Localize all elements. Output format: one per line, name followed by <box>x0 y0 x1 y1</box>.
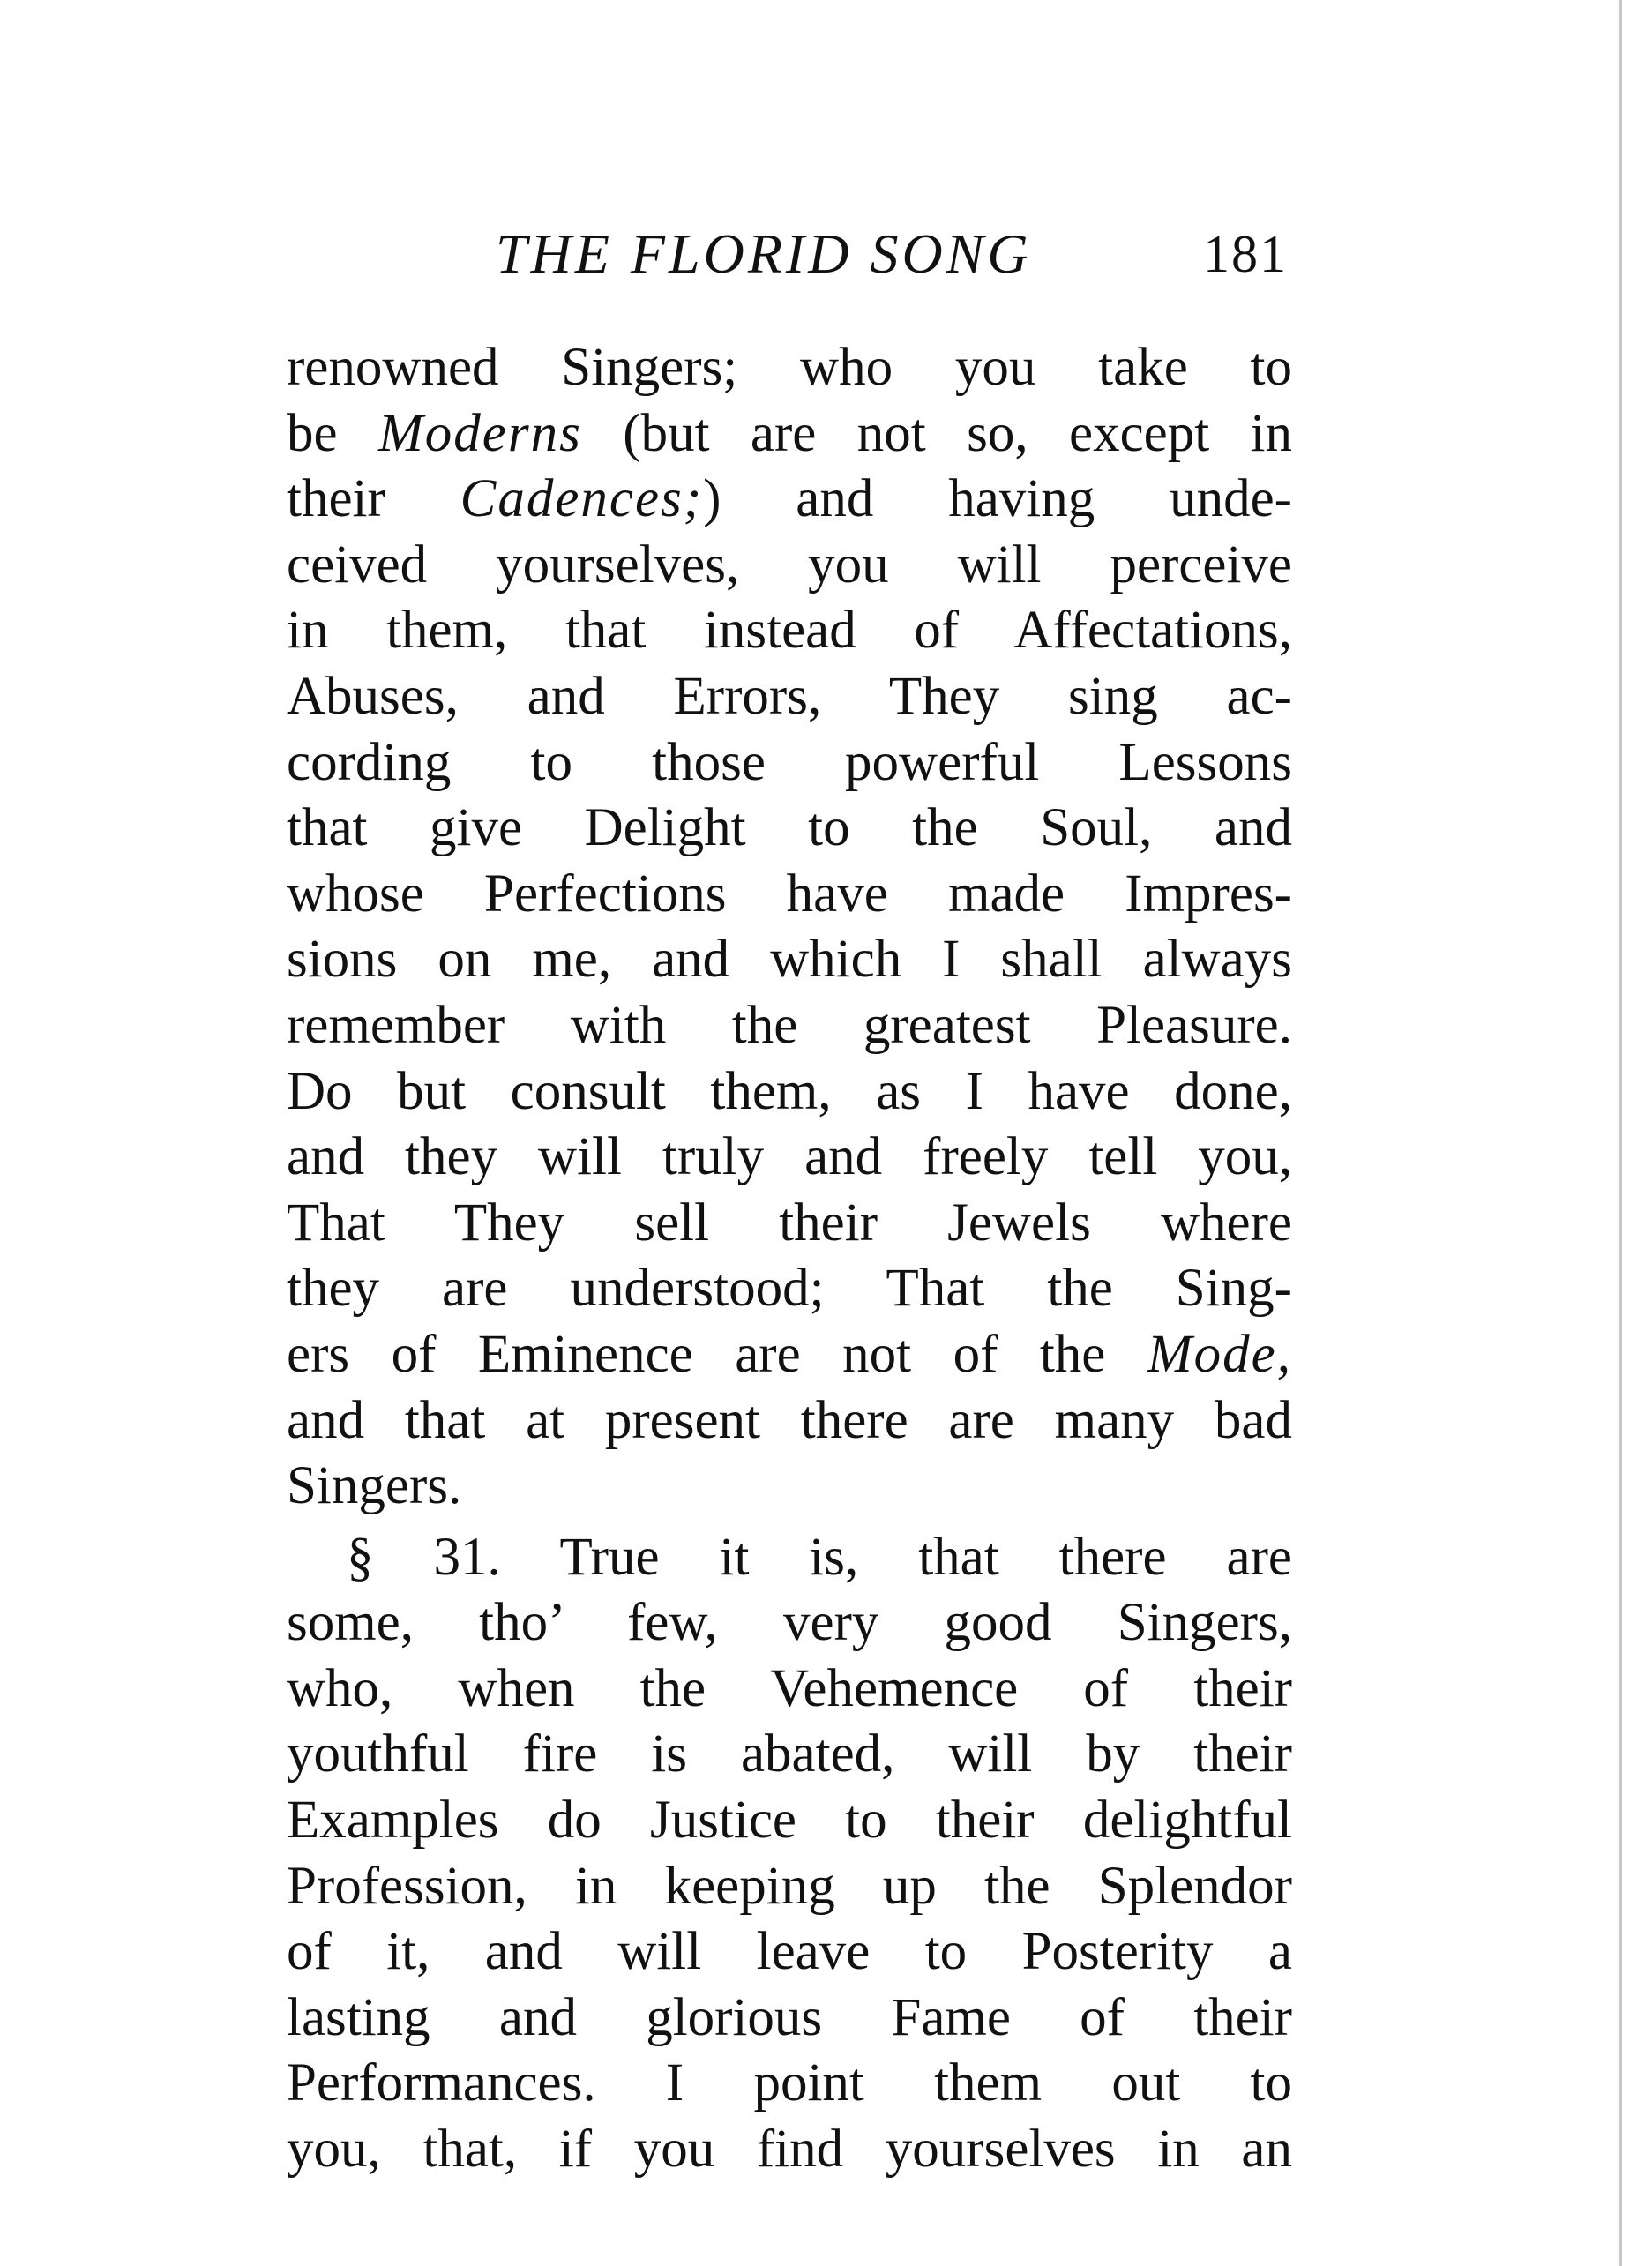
text-run: ) and having unde- <box>703 469 1292 529</box>
text-run: of it, and will leave to Posterity a <box>287 1922 1292 1982</box>
text-run: Profession, in keeping up the Splendor <box>287 1856 1292 1916</box>
text-run: be <box>287 403 378 463</box>
text-line <box>287 1590 1292 1656</box>
text-line <box>287 1191 1292 1257</box>
text-line <box>287 1722 1292 1788</box>
text-run: some, tho’ few, very good Singers, <box>287 1593 1292 1653</box>
text-run: Abuses, and Errors, They sing ac- <box>287 666 1292 726</box>
text-run: whose Perfections have made Impres- <box>287 864 1292 924</box>
text-run: in them, that instead of Affectations, <box>287 601 1292 661</box>
text-run: Performances. I point them out to <box>287 2053 1292 2113</box>
text-run: Examples do Justice to their delightful <box>287 1791 1292 1851</box>
text-line <box>287 2117 1292 2183</box>
page-edge-divider <box>1619 0 1622 2266</box>
text-run: they are understood; That the Sing- <box>287 1259 1292 1319</box>
text-run: That They sell their Jewels where <box>287 1193 1292 1253</box>
text-run: sions on me, and which I shall always <box>287 930 1292 990</box>
text-line <box>287 533 1292 599</box>
text-line <box>287 664 1292 730</box>
text-run: § 31. True it is, that there are <box>347 1527 1292 1587</box>
text-line <box>287 598 1292 664</box>
text-run: remember with the greatest Pleasure. <box>287 995 1292 1055</box>
text-line <box>287 2051 1292 2117</box>
text-run: who, when the Vehemence of their <box>287 1658 1292 1718</box>
text-line <box>287 467 1292 533</box>
running-head-title: THE FLORID SONG <box>496 222 1032 285</box>
text-run: and they will truly and freely tell you, <box>287 1127 1292 1187</box>
text-line <box>287 1322 1292 1388</box>
text-line <box>287 862 1292 928</box>
text-line <box>287 1656 1292 1723</box>
text-run: youthful fire is abated, will by their <box>287 1724 1292 1784</box>
text-line <box>287 401 1292 467</box>
page-number: 181 <box>1203 225 1288 283</box>
text-run: Singers. <box>287 1456 462 1516</box>
text-line <box>287 796 1292 862</box>
text-run: and that at present there are many bad <box>287 1390 1292 1450</box>
text-line <box>287 1256 1292 1322</box>
text-line <box>287 993 1292 1059</box>
italic-term: Mode, <box>1147 1324 1292 1384</box>
text-run: lasting and glorious Fame of their <box>287 1987 1292 2047</box>
text-run: ceived yourselves, you will perceive <box>287 535 1292 595</box>
text-line <box>287 1059 1292 1126</box>
text-line <box>287 1986 1292 2052</box>
text-run: Do but consult them, as I have done, <box>287 1061 1292 1121</box>
text-line <box>287 1854 1292 1920</box>
text-line <box>287 1919 1292 1986</box>
text-run: renowned Singers; who you take to <box>287 338 1292 397</box>
text-run: ers of Eminence are not of the <box>287 1324 1147 1384</box>
text-line <box>287 1525 1292 1591</box>
italic-term: Cadences; <box>460 469 704 529</box>
text-line <box>287 1454 1292 1520</box>
text-line <box>287 927 1292 993</box>
text-line <box>287 335 1292 401</box>
text-line <box>287 1125 1292 1191</box>
text-run: their <box>287 469 460 529</box>
text-line <box>287 1388 1292 1455</box>
italic-term: Moderns <box>377 403 582 463</box>
text-run: that give Delight to the Soul, and <box>287 798 1292 858</box>
text-run: you, that, if you find yourselves in an <box>287 2120 1292 2180</box>
body-text <box>287 335 1292 2183</box>
running-head <box>291 219 1288 289</box>
text-line <box>287 1788 1292 1854</box>
text-run: (but are not so, except in <box>581 403 1292 463</box>
text-run: cording to those powerful Lessons <box>287 732 1292 792</box>
text-line <box>287 730 1292 796</box>
